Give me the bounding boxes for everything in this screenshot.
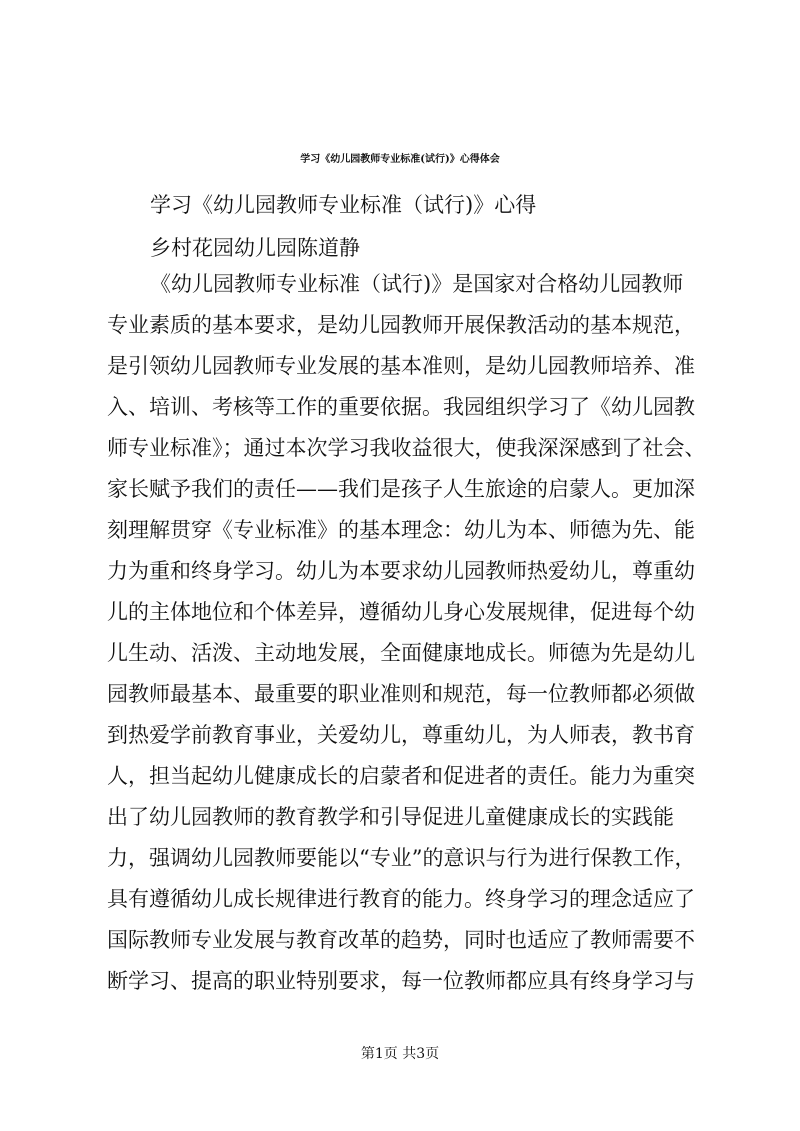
body-line: 出了幼儿园教师的教育教学和引导促进儿童健康成长的实践能 [107, 805, 674, 829]
body-line: 断学习、提高的职业特别要求，每一位教师都应具有终身学习与 [107, 969, 695, 993]
body-line: 力为重和终身学习。幼儿为本要求幼儿园教师热爱幼儿，尊重幼 [107, 559, 695, 583]
body-line: 到热爱学前教育事业，关爱幼儿，尊重幼儿，为人师表，教书育 [107, 723, 695, 747]
body-line: 入、培训、考核等工作的重要依据。我园组织学习了《幼儿园教 [107, 395, 695, 419]
page-title: 学习《幼儿园教师专业标准(试行)》心得体会 [300, 154, 500, 165]
body-line: 人，担当起幼儿健康成长的启蒙者和促进者的责任。能力为重突 [107, 764, 695, 788]
body-line: 家长赋予我们的责任——我们是孩子人生旅途的启蒙人。更加深 [107, 477, 695, 501]
body-line: 儿生动、活泼、主动地发展，全面健康地成长。师德为先是幼儿 [107, 641, 695, 665]
subtitle: 学习《幼儿园教师专业标准（试行)》心得 [150, 193, 537, 217]
body-line: 师专业标准》；通过本次学习我收益很大，使我深深感到了社会、 [107, 436, 706, 460]
body-line: 是引领幼儿园教师专业发展的基本准则，是幼儿园教师培养、准 [107, 354, 695, 378]
body-line: 力，强调幼儿园教师要能以“专业”的意识与行为进行保教工作， [107, 846, 696, 870]
body-line: 《幼儿园教师专业标准（试行)》是国家对合格幼儿园教师 [150, 272, 684, 296]
body-line: 刻理解贯穿《专业标准》的基本理念：幼儿为本、师德为先、能 [107, 518, 695, 542]
page-footer: 第1页 共3页 [360, 1046, 440, 1062]
body-line: 具有遵循幼儿成长规律进行教育的能力。终身学习的理念适应了 [107, 887, 695, 911]
author-line: 乡村花园幼儿园陈道静 [150, 236, 360, 260]
body-line: 园教师最基本、最重要的职业准则和规范，每一位教师都必须做 [107, 682, 695, 706]
body-line: 儿的主体地位和个体差异，遵循幼儿身心发展规律，促进每个幼 [107, 600, 695, 624]
body-line: 专业素质的基本要求，是幼儿园教师开展保教活动的基本规范， [107, 313, 695, 337]
body-line: 国际教师专业发展与教育改革的趋势，同时也适应了教师需要不 [107, 928, 695, 952]
